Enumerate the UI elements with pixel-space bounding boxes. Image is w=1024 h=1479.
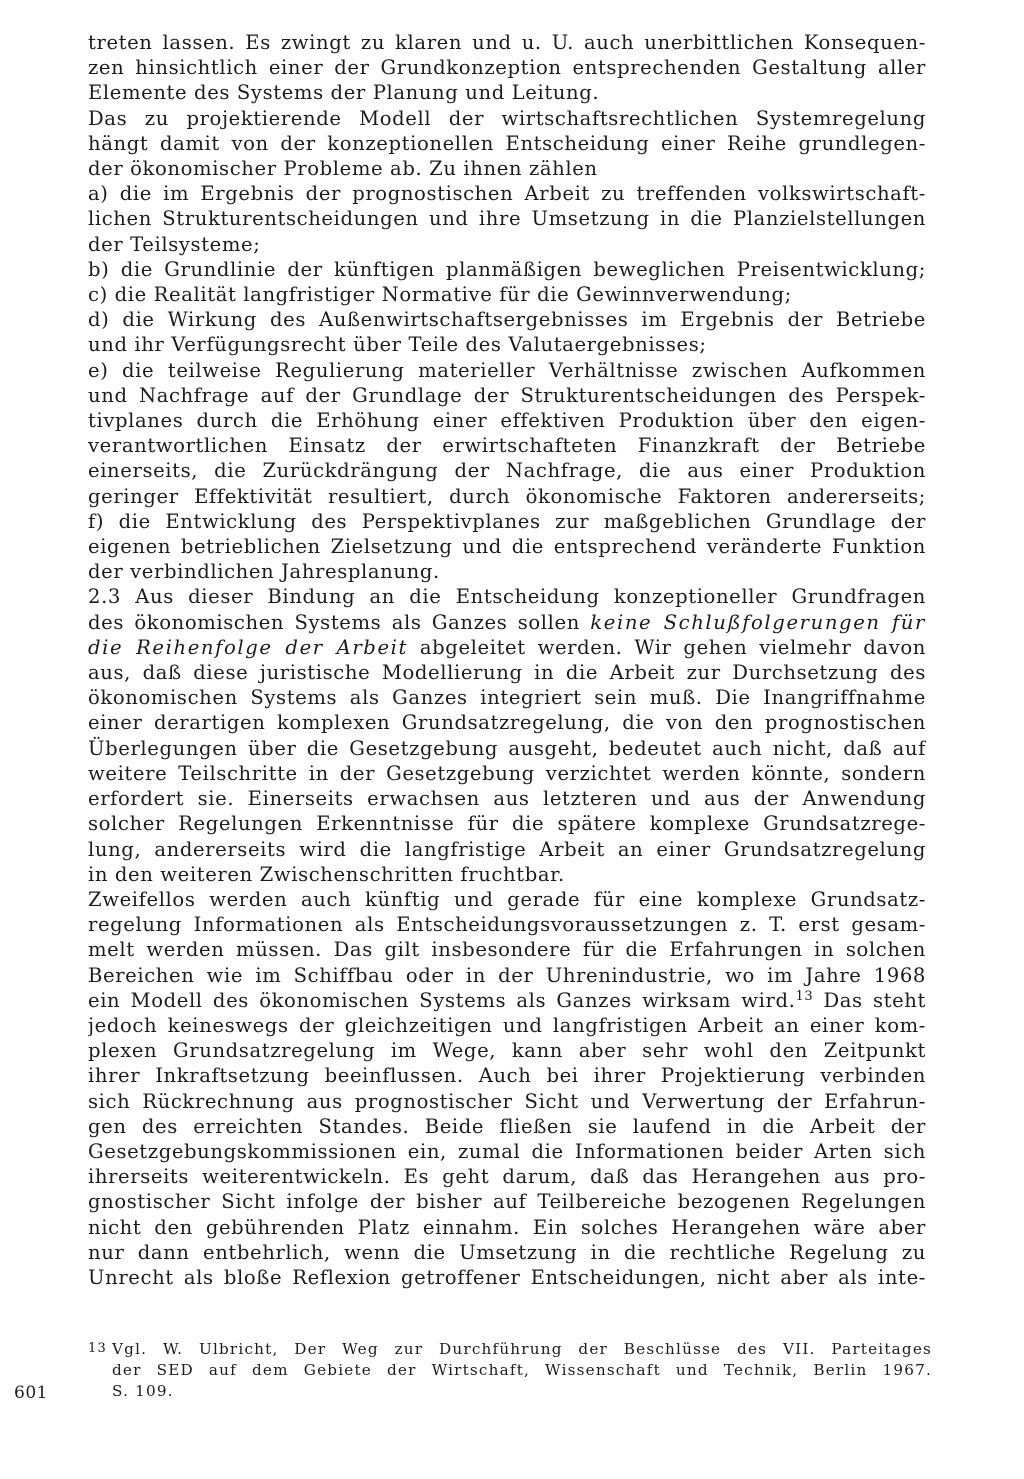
text-line: nicht den gebührenden Platz einnahm. Ein solches Herangehen wäre aber [88,1215,926,1239]
text-run: ein Modell des ökonomischen Systems als Ganzes wirksam wird. [88,988,796,1012]
text-line: Das zu projektierende Modell der wirtschaftsrechtlichen Systemregelung [88,106,926,130]
text-line: und ihr Verfügungsrecht über Teile des Valutaergebnisses; [88,333,707,357]
text-line: Bereichen wie im Schiffbau oder in der Uhrenindustrie, wo im Jahre 1968 [88,963,926,987]
text-line: ihrer Inkraftsetzung beeinflussen. Auch bei ihrer Projektierung verbinden [88,1064,926,1088]
text-line: treten lassen. Es zwingt zu klaren und u. U. auch unerbittlichen Konsequen- [88,31,926,54]
text-line: nur dann entbehrlich, wenn die Umsetzung in die rechtliche Regelung zu [88,1240,926,1264]
text-run: Das steht [813,988,926,1012]
text-line: lung, andererseits wird die langfristige Arbeit an einer Grundsatzregelung [88,837,926,861]
text-line: solcher Regelungen Erkenntnisse für die spätere komplexe Grundsatzrege- [88,812,926,836]
text-line: 2.3 Aus dieser Bindung an die Entscheidung konzeptioneller Grundfragen [88,585,926,609]
text-run: abgeleitet werden. Wir gehen vielmehr davon [419,635,926,659]
text-line: d) die Wirkung des Außenwirtschaftsergebnisses im Ergebnis der Betriebe [88,308,926,332]
footnote-text: Vgl. W. Ulbricht, Der Weg zur Durchführung der Beschlüsse des VII. Parteitages [112,1340,932,1358]
text-line-emphasis [88,635,926,660]
text-line-emphasis [88,610,926,635]
text-line: der Teilsysteme; [88,232,261,256]
text-run: des ökonomischen Systems als Ganzes sollen [88,610,580,634]
text-line: lichen Strukturentscheidungen und ihre Umsetzung in die Planzielstellungen [88,207,926,231]
footnote-line [88,1360,936,1381]
text-line: b) die Grundlinie der künftigen planmäßigen beweglichen Preisentwicklung; [88,257,926,281]
text-line: Zweifellos werden auch künftig und gerade für eine komplexe Grundsatz- [88,887,926,911]
text-line: zen hinsichtlich einer der Grundkonzeption entsprechenden Gestaltung aller [88,56,926,80]
main-text [88,30,926,1290]
footnote-text: der SED auf dem Gebiete der Wirtschaft, Wissenschaft und Technik, Berlin 1967. [112,1361,932,1379]
footnote-block [88,1338,936,1402]
text-line: melt werden müssen. Das gilt insbesondere für die Erfahrungen in solchen [88,938,926,962]
text-line: ihrerseits weiterentwickeln. Es geht darum, daß das Herangehen aus pro- [88,1165,926,1189]
text-line: hängt damit von der konzeptionellen Entscheidung einer Reihe grundlegen- [88,131,926,155]
footnote-line [88,1381,936,1402]
text-line: und Nachfrage auf der Grundlage der Strukturentscheidungen des Perspek- [88,383,926,407]
text-line: jedoch keineswegs der gleichzeitigen und langfristigen Arbeit an einer kom- [88,1013,926,1037]
text-line: in den weiteren Zwischenschritten fruchtbar. [88,862,565,886]
text-line: sich Rückrechnung aus prognostischer Sicht und Verwertung der Erfahrun- [88,1089,926,1113]
text-line: e) die teilweise Regulierung materieller Verhältnisse zwischen Aufkommen [88,358,926,382]
text-line: erfordert sie. Einerseits erwachsen aus letzteren und aus der Anwendung [88,787,926,811]
text-line: c) die Realität langfristiger Normative für die Gewinnverwendung; [88,283,792,307]
text-line: gnostischer Sicht infolge der bisher auf Teilbereiche bezogenen Regelungen [88,1190,926,1214]
text-line: tivplanes durch die Erhöhung einer effektiven Produktion über den eigen- [88,409,926,433]
text-line: einerseits, die Zurückdrängung der Nachfrage, die aus einer Produktion [88,459,926,483]
text-line-footnote-ref [88,988,926,1013]
text-line: eigenen betrieblichen Zielsetzung und die entsprechend veränderte Funktion [88,535,926,559]
footnote-text: S. 109. [112,1382,174,1400]
text-line: aus, daß diese juristische Modellierung in die Arbeit zur Durchsetzung des [88,661,926,685]
page-number: 601 [14,1383,48,1403]
text-line: gen des erreichten Standes. Beide fließen sie laufend in die Arbeit der [88,1114,926,1138]
text-line: der ökonomischer Probleme ab. Zu ihnen zählen [88,157,598,181]
footnote-line [88,1338,936,1360]
text-line: plexen Grundsatzregelung im Wege, kann aber sehr wohl den Zeitpunkt [88,1039,926,1063]
emphasis-text: die Reihenfolge der Arbeit [88,635,408,659]
footnote-number: 13 [88,1341,107,1356]
text-line: a) die im Ergebnis der prognostischen Arbeit zu treffenden volkswirtschaft- [88,182,926,206]
text-line: verantwortlichen Einsatz der erwirtschafteten Finanzkraft der Betriebe [88,434,926,458]
text-line: einer derartigen komplexen Grundsatzregelung, die von den prognostischen [88,711,926,735]
text-line: ökonomischen Systems als Ganzes integriert sein muß. Die Inangriffnahme [88,686,926,710]
text-line: f) die Entwicklung des Perspektivplanes zur maßgeblichen Grundlage der [88,509,926,533]
text-line: Elemente des Systems der Planung und Leitung. [88,81,600,105]
text-line: der verbindlichen Jahresplanung. [88,560,440,584]
text-line: Gesetzgebungskommissionen ein, zumal die Informationen beider Arten sich [88,1139,926,1163]
text-line: regelung Informationen als Entscheidungsvoraussetzungen z. T. erst gesam- [88,913,926,937]
text-line: weitere Teilschritte in der Gesetzgebung verzichtet werden könnte, sondern [88,761,926,785]
emphasis-text: keine Schlußfolgerungen für [590,610,926,634]
footnote-reference[interactable]: 13 [795,988,814,1004]
text-line: Überlegungen über die Gesetzgebung ausgeht, bedeutet auch nicht, daß auf [88,736,926,760]
text-line: geringer Effektivität resultiert, durch ökonomische Faktoren andererseits; [88,484,926,508]
text-line: Unrecht als bloße Reflexion getroffener Entscheidungen, nicht aber als inte- [88,1265,926,1289]
